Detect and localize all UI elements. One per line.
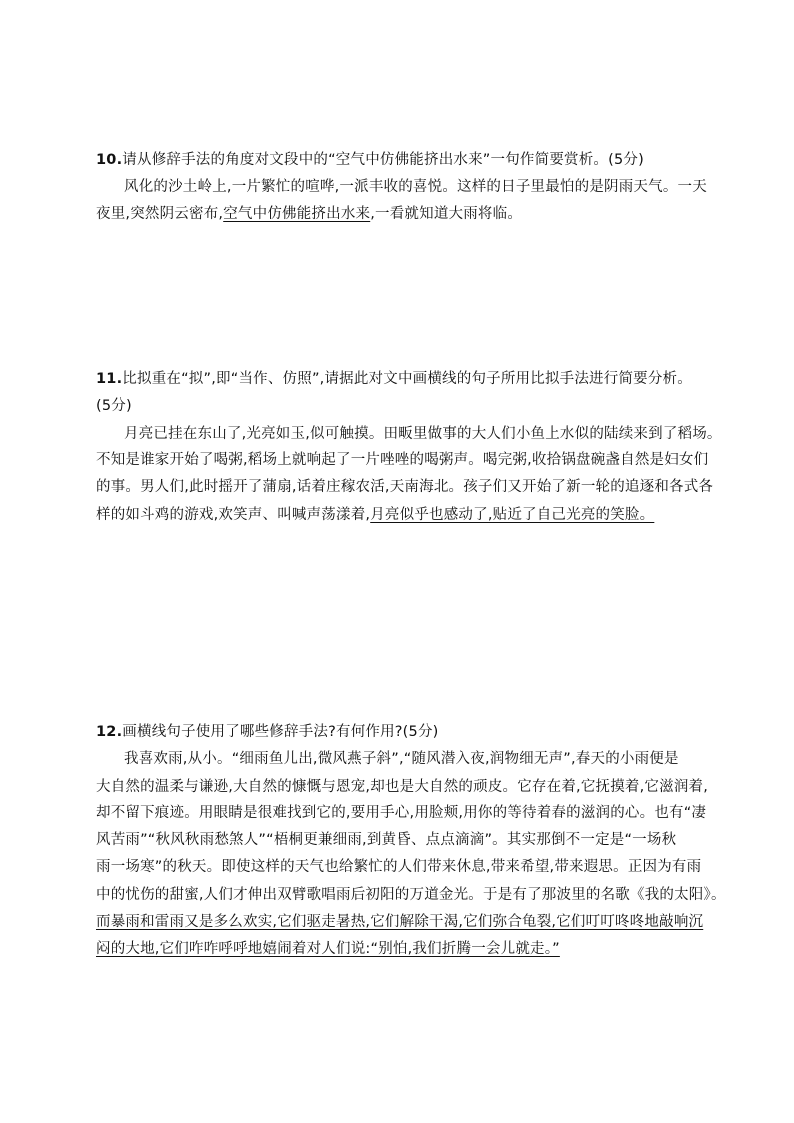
q10-passage-line-2-text: 夜里,突然阴云密布, <box>96 206 224 222</box>
question-10-prompt <box>96 150 644 170</box>
q10-passage-line-2 <box>96 204 522 224</box>
question-11-number: 11. <box>96 371 123 387</box>
question-11-score: (5分) <box>96 398 132 414</box>
q12-passage-line-5: 雨一场寒”的秋天。即使这样的天气也给繁忙的人们带来休息,带来希望,带来遐思。正因为有雨 <box>96 859 702 875</box>
q12-passage-line-1: 我喜欢雨,从小。“细雨鱼儿出,微风燕子斜”,“随风潜入夜,润物细无声”,春天的小雨便是 <box>124 751 679 767</box>
q12-passage-line-4: 风苦雨”“秋风秋雨愁煞人”“梧桐更兼细雨,到黄昏、点点滴滴”。其实那倒不一定是“一场秋 <box>96 832 677 848</box>
q12-underlined-line-2: 闷的大地,它们咋咋呼呼地嬉闹着对人们说:“别怕,我们折腾一会儿就走。” <box>96 941 560 957</box>
question-12-text: 画横线句子使用了哪些修辞手法?有何作用?(5分) <box>122 724 439 740</box>
q12-passage-line-2: 大自然的温柔与谦逊,大自然的慷慨与恩宠,却也是大自然的顽皮。它存在着,它抚摸着,它滋润着, <box>96 779 709 795</box>
question-11-prompt <box>96 369 692 389</box>
question-11-text: 比拟重在“拟”,即“当作、仿照”,请据此对文中画横线的句子所用比拟手法进行简要分析。 <box>122 371 692 387</box>
q10-passage-line-2-tail: ,一看就知道大雨将临。 <box>370 206 523 222</box>
q11-passage-line-1: 月亮已挂在东山了,光亮如玉,似可触摸。田畈里做事的大人们小鱼上水似的陆续来到了稻场。 <box>124 426 722 442</box>
q11-underlined-sentence: 月亮似乎也感动了,贴近了自己光亮的笑脸。 <box>370 507 655 523</box>
question-12-number: 12. <box>96 724 123 740</box>
q11-passage-line-3: 的事。男人们,此时摇开了蒲扇,话着庄稼农活,天南海北。孩子们又开始了新一轮的追逐和各式各 <box>96 479 714 495</box>
q11-passage-line-4 <box>96 505 654 525</box>
q12-passage-line-3: 却不留下痕迹。用眼睛是很难找到它的,要用手心,用脸颊,用你的等待着春的滋润的心。也有“凄 <box>96 805 707 821</box>
q10-passage-line-1: 风化的沙土岭上,一片繁忙的喧哗,一派丰收的喜悦。这样的日子里最怕的是阴雨天气。一天 <box>124 179 707 195</box>
question-12-prompt <box>96 722 439 742</box>
q12-passage-line-6: 中的忧伤的甜蜜,人们才伸出双臂歌唱雨后初阳的万道金光。于是有了那波里的名歌《我的太阳》。 <box>96 887 726 903</box>
question-10-number: 10. <box>96 152 123 168</box>
q11-passage-line-4-text: 样的如斗鸡的游戏,欢笑声、叫喊声荡漾着, <box>96 507 371 523</box>
q10-underlined-sentence: 空气中仿佛能挤出水来 <box>223 206 371 222</box>
q11-passage-line-2: 不知是谁家开始了喝粥,稻场上就响起了一片唑唑的喝粥声。喝完粥,收拾锅盘碗盏自然是妇女们 <box>96 452 709 468</box>
q12-underlined-line-1: 而暴雨和雷雨又是多么欢实,它们驱走暑热,它们解除干渴,它们弥合龟裂,它们叮叮咚咚地敲响沉 <box>96 914 704 930</box>
question-10-text: 请从修辞手法的角度对文段中的“空气中仿佛能挤出水来”一句作简要赏析。(5分) <box>122 152 644 168</box>
